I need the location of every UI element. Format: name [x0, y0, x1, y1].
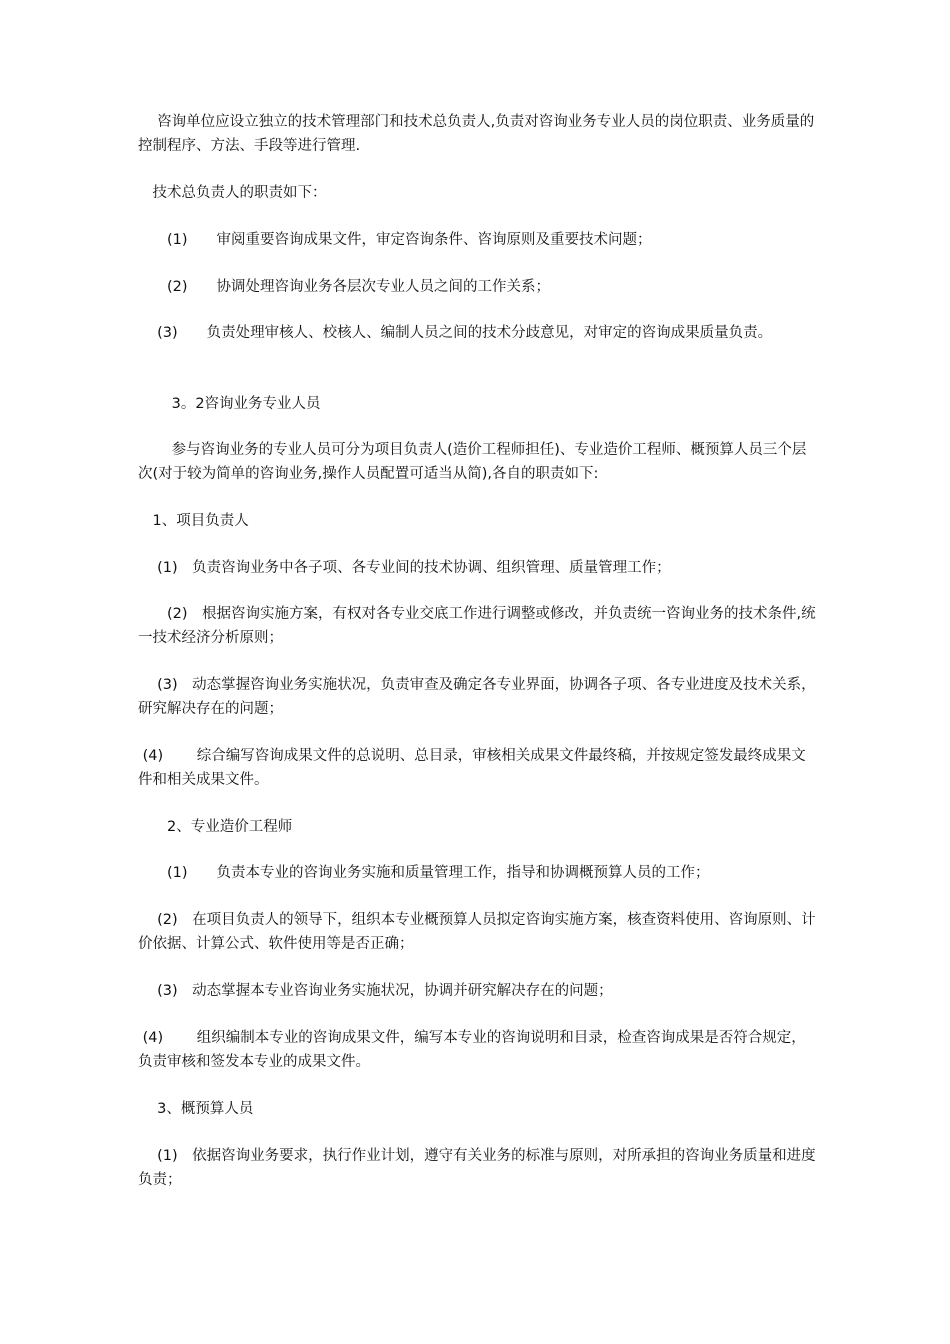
- paragraph-leader-4: (4) 综合编写咨询成果文件的总说明、总目录，审核相关成果文件最终稿，并按规定签发最终成果文件和相关成果文件。: [138, 748, 806, 788]
- paragraph-staff-levels: 参与咨询业务的专业人员可分为项目负责人(造价工程师担任)、专业造价工程师、概预算人员三个层次(对于较为简单的咨询业务,操作人员配置可适当从简),各自的职责如下:: [138, 442, 807, 482]
- paragraph-engineer-2: (2) 在项目负责人的领导下，组织本专业概预算人员拟定咨询实施方案，核查资料使用、咨询原则、计价依据、计算公式、软件使用等是否正确；: [138, 912, 816, 952]
- paragraph-duty-2: (2) 协调处理咨询业务各层次专业人员之间的工作关系；: [138, 279, 551, 295]
- paragraph-duties-heading: 技术总负责人的职责如下：: [138, 185, 327, 201]
- paragraph-duty-1: (1) 审阅重要咨询成果文件，审定咨询条件、咨询原则及重要技术问题；: [138, 232, 652, 248]
- paragraph-duty-3: (3) 负责处理审核人、校核人、编制人员之间的技术分歧意见，对审定的咨询成果质量负责。: [138, 325, 773, 341]
- paragraph-budget-1: (1) 依据咨询业务要求，执行作业计划，遵守有关业务的标准与原则，对所承担的咨询业务质量和进度负责；: [138, 1148, 816, 1188]
- heading-project-leader: 1、项目负责人: [138, 513, 249, 529]
- heading-budget-staff: 3、概预算人员: [138, 1101, 254, 1117]
- heading-cost-engineer: 2、专业造价工程师: [138, 819, 293, 835]
- section-heading-3-2: 3。2咨询业务专业人员: [138, 396, 321, 412]
- paragraph-leader-1: (1) 负责咨询业务中各子项、各专业间的技术协调、组织管理、质量管理工作；: [138, 560, 671, 576]
- paragraph-engineer-1: (1) 负责本专业的咨询业务实施和质量管理工作，指导和协调概预算人员的工作；: [138, 865, 710, 881]
- paragraph-intro: 咨询单位应设立独立的技术管理部门和技术总负责人,负责对咨询业务专业人员的岗位职责、业务质量的控制程序、方法、手段等进行管理.: [138, 114, 815, 154]
- paragraph-leader-3: (3) 动态掌握咨询业务实施状况，负责审查及确定各专业界面，协调各子项、各专业进度及技术关系，研究解决存在的问题；: [138, 677, 816, 717]
- paragraph-engineer-4: (4) 组织编制本专业的咨询成果文件，编写本专业的咨询说明和目录，检查咨询成果是否符合规定，负责审核和签发本专业的成果文件。: [138, 1030, 806, 1070]
- paragraph-engineer-3: (3) 动态掌握本专业咨询业务实施状况，协调并研究解决存在的问题；: [138, 983, 613, 999]
- paragraph-leader-2: (2) 根据咨询实施方案，有权对各专业交底工作进行调整或修改，并负责统一咨询业务的技术条件,统一技术经济分析原则；: [138, 606, 816, 646]
